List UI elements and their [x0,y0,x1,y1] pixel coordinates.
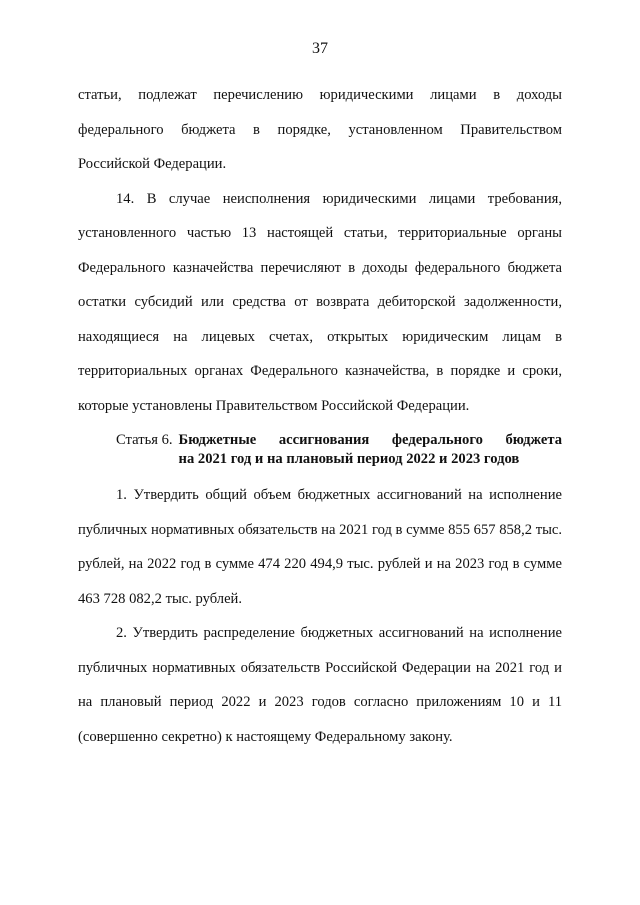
article-heading [78,431,562,469]
article-label: Статья 6. [116,432,173,448]
paragraph-continuation: статьи, подлежат перечислению юридическими лицами в доходы федерального бюджета в порядке, установленном Правительством Российской Федерации. [78,87,562,172]
page-number: 37 [312,40,328,57]
article-title [179,431,562,469]
article-item-1: 1. Утвердить общий объем бюджетных ассигнований на исполнение публичных нормативных обязательств на 2021 год в сумме 855 657 858,2 тыс. рублей, на 2022 год в сумме 474 220 494,9 тыс. рублей и на 2023 год в сумме 463 728 082,2 тыс. рублей. [78,487,562,607]
article-title-line-2: на 2021 год и на плановый период 2022 и 2023 годов [178,451,520,467]
paragraph-item-14: 14. В случае неисполнения юридическими лицами требования, установленного частью 13 настоящей статьи, территориальные органы Федерального казначейства перечисляют в доходы федерального бюджета остатки субсидий или средства от возврата дебиторской задолженности, находящиеся на лицевых счетах, открытых юридическим лицам в территориальных органах Федерального казначейства, в порядке и сроки, которые установлены Правительством Российской Федерации. [78,190,562,414]
article-item-2: 2. Утвердить распределение бюджетных ассигнований на исполнение публичных нормативных обязательств Российской Федерации на 2021 год и на плановый период 2022 и 2023 годов согласно приложениям 10 и 11 (совершенно секретно) к настоящему Федеральному закону. [78,625,562,745]
document-body [78,78,562,754]
article-title-line-1: Бюджетные ассигнования федерального бюджета [178,432,562,448]
